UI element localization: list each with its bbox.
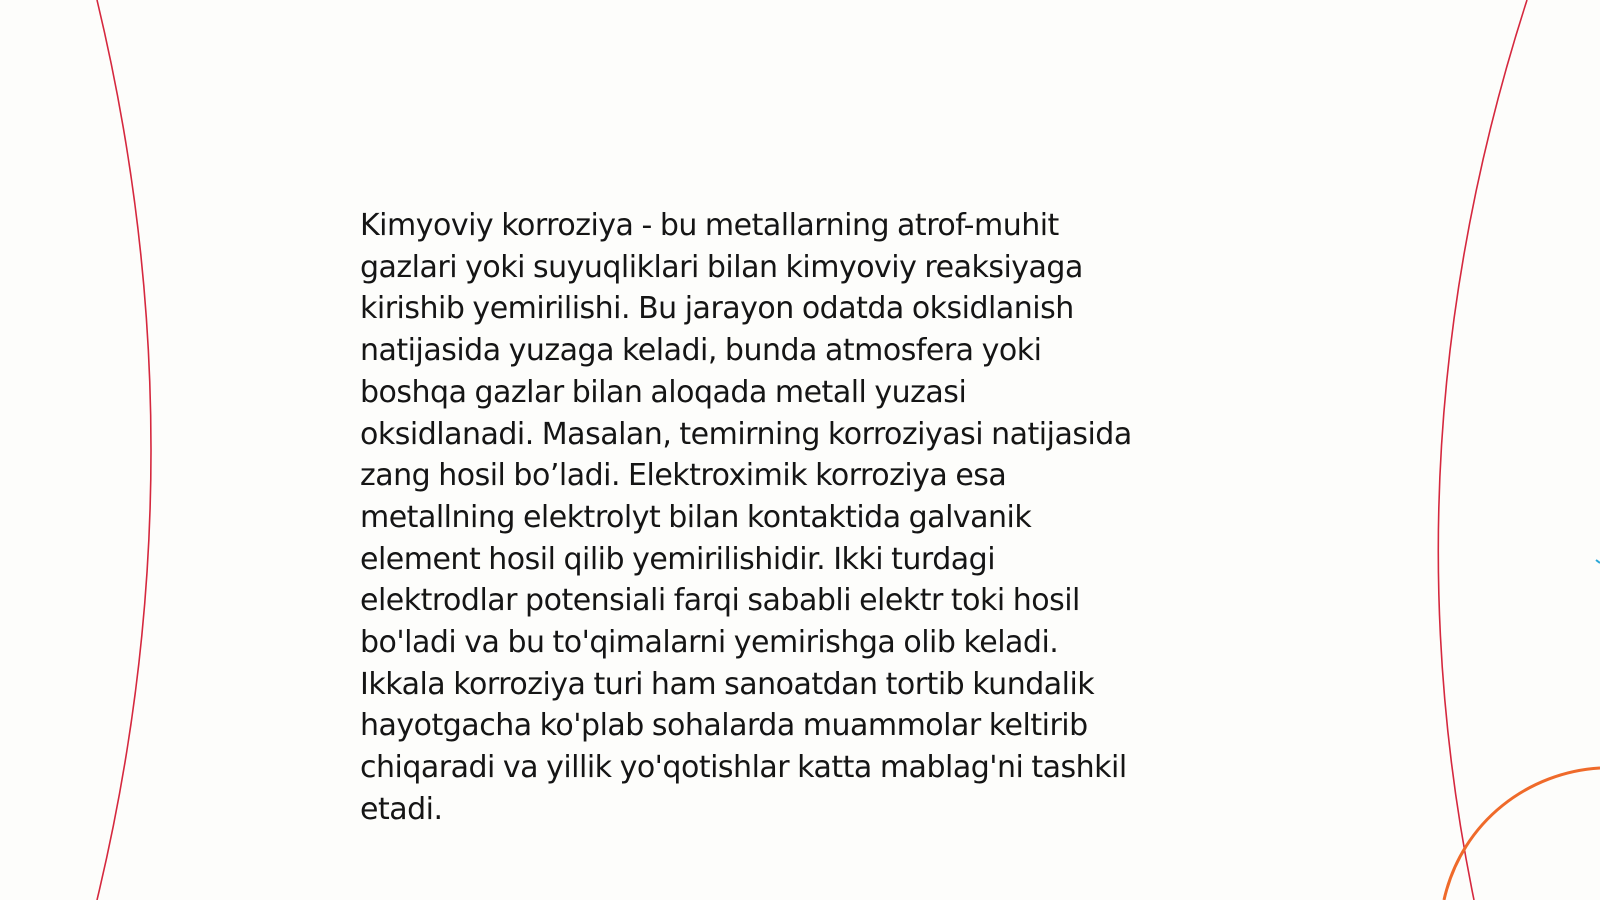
paragraph-line: Ikkala korroziya turi ham sanoatdan tortib kundalik xyxy=(360,666,1095,702)
paragraph-line: elektrodlar potensiali farqi sababli elektr toki hosil xyxy=(360,583,1080,619)
paragraph-line: metallning elektrolyt bilan kontaktida galvanik xyxy=(360,499,1032,535)
paragraph-line: etadi. xyxy=(360,791,443,827)
right-curve-line xyxy=(1438,0,1527,900)
body-paragraph xyxy=(360,205,1240,831)
left-curve-line xyxy=(97,0,151,900)
paragraph-line: gazlari yoki suyuqliklari bilan kimyoviy reaksiyaga xyxy=(360,249,1083,285)
paragraph-line: zang hosil bo’ladi. Elektroximik korroziya esa xyxy=(360,458,1007,494)
paragraph-line: natijasida yuzaga keladi, bunda atmosfera yoki xyxy=(360,333,1042,369)
paragraph-line: bo'ladi va bu to'qimalarni yemirishga olib keladi. xyxy=(360,625,1059,661)
paragraph-line: hayotgacha ko'plab sohalarda muammolar keltirib xyxy=(360,708,1088,744)
paragraph-line: boshqa gazlar bilan aloqada metall yuzasi xyxy=(360,374,967,410)
paragraph-line: element hosil qilib yemirilishidir. Ikki turdagi xyxy=(360,541,996,577)
paragraph-line: kirishib yemirilishi. Bu jarayon odatda oksidlanish xyxy=(360,291,1074,327)
paragraph-line: oksidlanadi. Masalan, temirning korroziyasi natijasida xyxy=(360,416,1132,452)
orange-arc xyxy=(1444,768,1600,900)
paragraph-line: Kimyoviy korroziya - bu metallarning atrof-muhit xyxy=(360,208,1059,243)
blue-tick-mark xyxy=(1596,560,1600,563)
paragraph-line: chiqaradi va yillik yo'qotishlar katta mablag'ni tashkil xyxy=(360,750,1127,786)
